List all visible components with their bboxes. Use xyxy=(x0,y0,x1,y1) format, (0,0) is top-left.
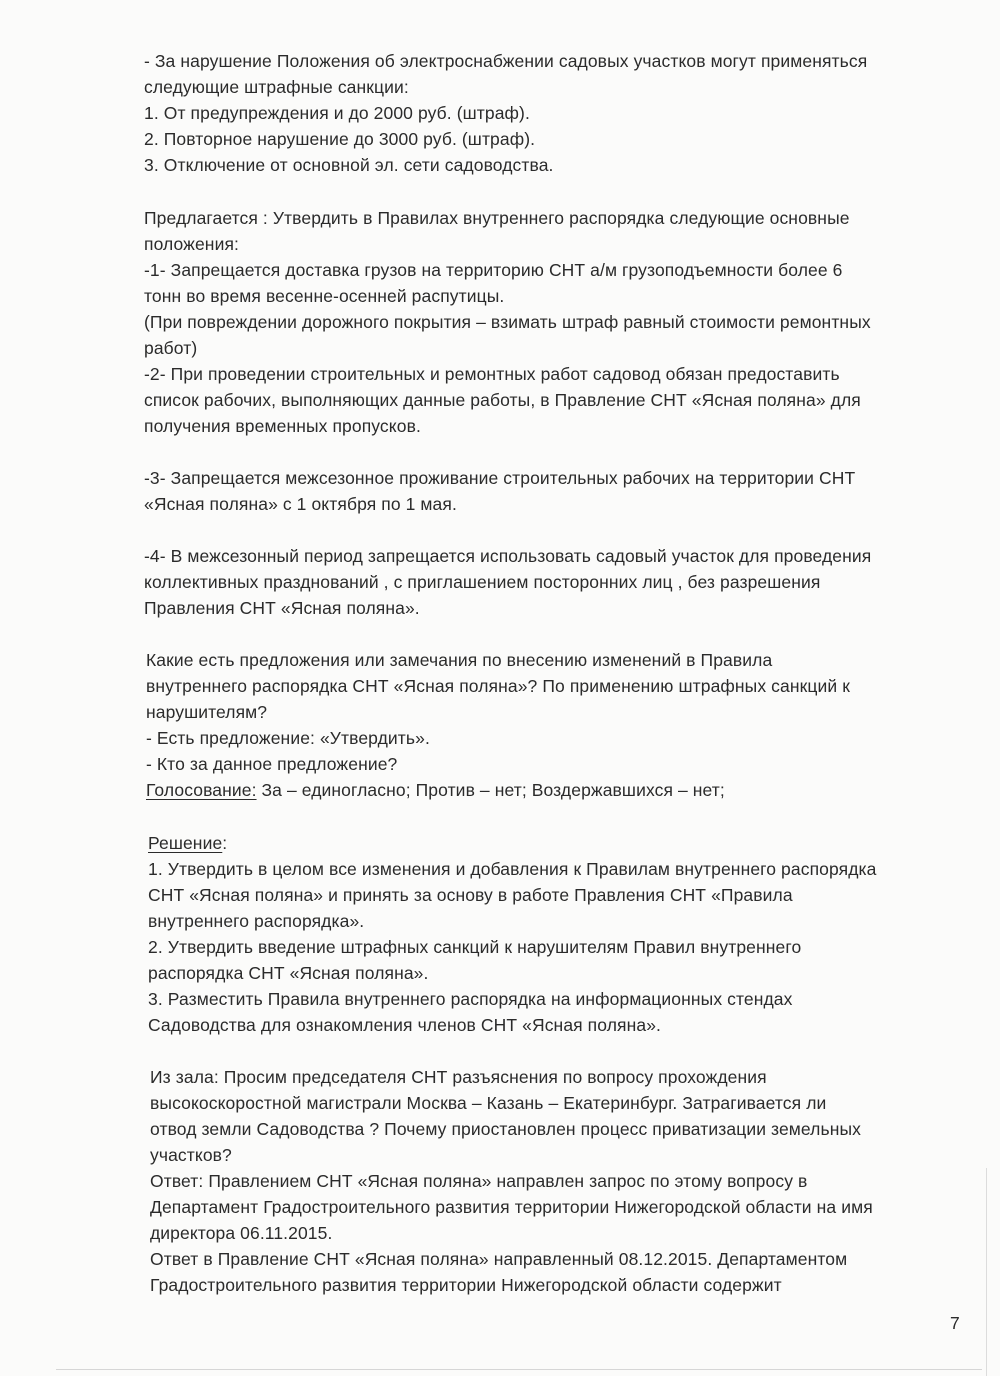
text-line: -3- Запрещается межсезонное проживание строительных рабочих на территории СНТ xyxy=(144,468,856,488)
text-line: -1- Запрещается доставка грузов на территорию СНТ а/м грузоподъемности более 6 xyxy=(144,260,843,280)
text-line: Ответ в Правление СНТ «Ясная поляна» направленный 08.12.2015. Департаментом xyxy=(150,1249,848,1269)
decision-heading xyxy=(148,830,227,856)
text-line: СНТ «Ясная поляна» и принять за основу в работе Правления СНТ «Правила xyxy=(148,885,793,905)
text-line: Какие есть предложения или замечания по внесению изменений в Правила xyxy=(146,650,773,670)
decision-colon: : xyxy=(222,833,228,853)
text-line: (При повреждении дорожного покрытия – взимать штраф равный стоимости ремонтных xyxy=(144,312,871,332)
text-line: нарушителям? xyxy=(146,702,268,722)
text-line: 3. Отключение от основной эл. сети садоводства. xyxy=(144,155,554,175)
text-line: 1. От предупреждения и до 2000 руб. (штраф). xyxy=(144,103,530,123)
text-line: - Кто за данное предложение? xyxy=(146,754,398,774)
text-line: - Есть предложение: «Утвердить». xyxy=(146,728,430,748)
text-line: участков? xyxy=(150,1145,232,1165)
text-line: Ответ: Правлением СНТ «Ясная поляна» направлен запрос по этому вопросу в xyxy=(150,1171,808,1191)
vote-label: Голосование: xyxy=(146,780,257,800)
text-line: Департамент Градостроительного развития территории Нижегородской области на имя xyxy=(150,1197,873,1217)
text-line: список рабочих, выполняющих данные работы, в Правление СНТ «Ясная поляна» для xyxy=(144,390,861,410)
text-line: внутреннего распорядка». xyxy=(148,911,365,931)
text-line: Предлагается : Утвердить в Правилах внутреннего распорядка следующие основные xyxy=(144,208,850,228)
text-line: Правления СНТ «Ясная поляна». xyxy=(144,598,420,618)
text-line: Градостроительного развития территории Нижегородской области содержит xyxy=(150,1275,782,1295)
text-line: 3. Разместить Правила внутреннего распорядка на информационных стендах xyxy=(148,989,793,1009)
text-line: следующие штрафные санкции: xyxy=(144,77,409,97)
text-line: положения: xyxy=(144,234,239,254)
text-line: - За нарушение Положения об электроснабжении садовых участков могут применяться xyxy=(144,51,868,71)
text-line: Садоводства для ознакомления членов СНТ «Ясная поляна». xyxy=(148,1015,661,1035)
text-line: тонн во время весенне-осенней распутицы. xyxy=(144,286,505,306)
decision-label: Решение xyxy=(148,833,223,853)
text-line: -2- При проведении строительных и ремонтных работ садовод обязан предоставить xyxy=(144,364,840,384)
text-line: работ) xyxy=(144,338,198,358)
text-line: 2. Утвердить введение штрафных санкций к нарушителям Правил внутреннего xyxy=(148,937,802,957)
text-line: Из зала: Просим председателя СНТ разъяснения по вопросу прохождения xyxy=(150,1067,767,1087)
text-line: 2. Повторное нарушение до 3000 руб. (штраф). xyxy=(144,129,536,149)
page-number: 7 xyxy=(950,1313,960,1333)
text-line: -4- В межсезонный период запрещается использовать садовый участок для проведения xyxy=(144,546,872,566)
scan-border-right xyxy=(986,1168,987,1376)
text-line: коллективных празднований , с приглашением посторонних лиц , без разрешения xyxy=(144,572,821,592)
text-line: отвод земли Садоводства ? Почему приостановлен процесс приватизации земельных xyxy=(150,1119,861,1139)
vote-line xyxy=(146,777,725,803)
text-line: внутреннего распорядка СНТ «Ясная поляна»? По применению штрафных санкций к xyxy=(146,676,850,696)
text-line: «Ясная поляна» с 1 октября по 1 мая. xyxy=(144,494,457,514)
text-line: директора 06.11.2015. xyxy=(150,1223,333,1243)
text-line: высокоскоростной магистрали Москва – Казань – Екатеринбург. Затрагивается ли xyxy=(150,1093,827,1113)
text-line: 1. Утвердить в целом все изменения и добавления к Правилам внутреннего распорядка xyxy=(148,859,877,879)
scan-border-bottom xyxy=(56,1369,982,1370)
text-line: получения временных пропусков. xyxy=(144,416,421,436)
text-line: распорядка СНТ «Ясная поляна». xyxy=(148,963,429,983)
vote-text: За – единогласно; Против – нет; Воздержавшихся – нет; xyxy=(256,780,725,800)
